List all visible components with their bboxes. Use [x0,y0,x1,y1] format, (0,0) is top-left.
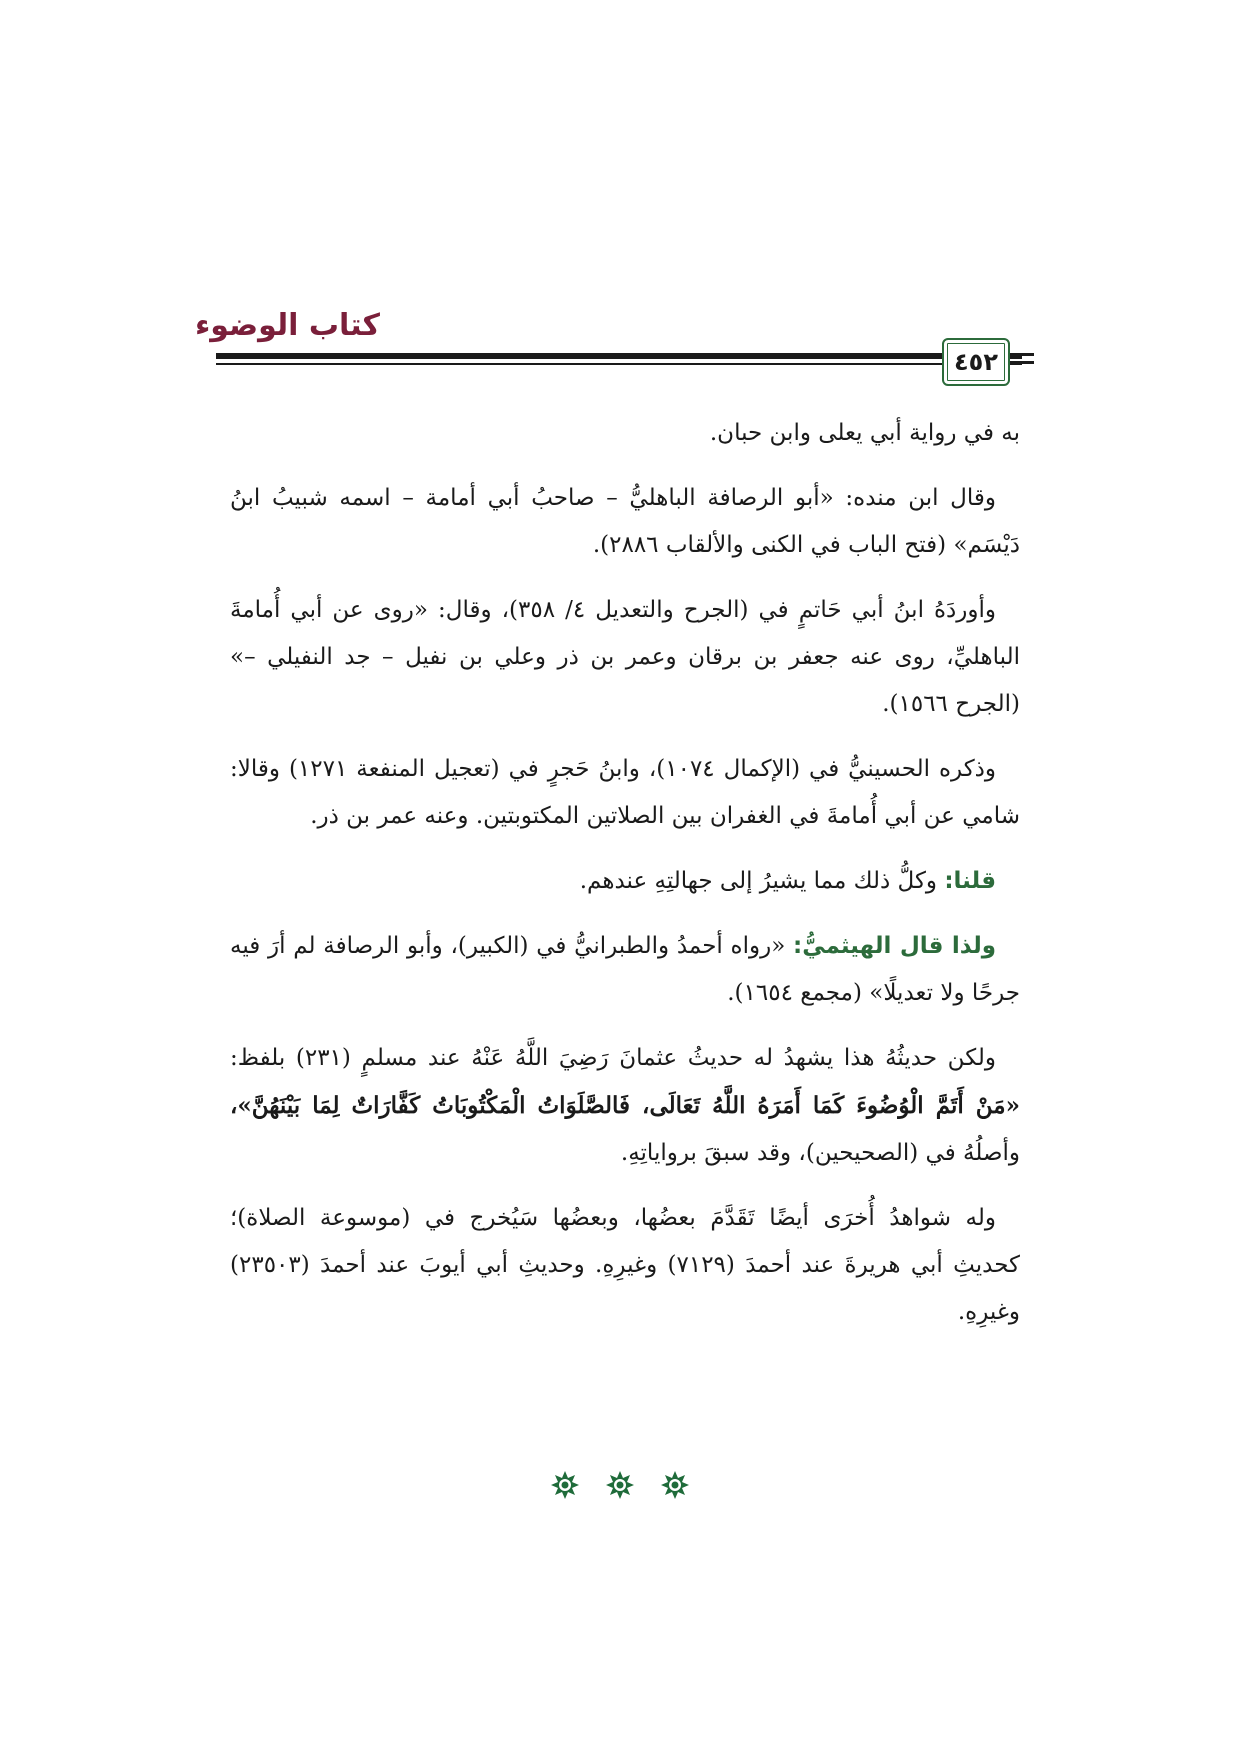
page-number-badge [942,338,1010,386]
paragraph-lead: قلنا: [944,868,996,894]
chapter-title: كتاب الوضوء [194,308,380,343]
page-number: ٤٥٢ [954,348,998,376]
paragraph-text: وكلُّ ذلك مما يشيرُ إلى جهالتِهِ عندهم. [579,868,945,894]
paragraph-8 [230,1195,1020,1336]
paragraph-5 [230,858,1020,905]
paragraph-text: وقال ابن منده: «أبو الرصافة الباهليُّ – صاحبُ أبي أمامة – اسمه شبيبُ ابنُ دَيْسَم» (فتح الباب في الكنى والألقاب ٢٨٨٦). [230,485,1020,558]
paragraph-text: «رواه أحمدُ والطبرانيُّ في (الكبير)، وأبو الرصافة لم أرَ فيه جرحًا ولا تعديلًا» (مجمع ١٦٥٤). [230,933,1020,1006]
paragraph-1 [230,410,1020,457]
header-rule-end-top [1010,353,1034,356]
paragraph-4 [230,746,1020,840]
hadith-quote: «مَنْ أَتَمَّ الْوُضُوءَ كَمَا أَمَرَهُ اللَّهُ تَعَالَى، فَالصَّلَوَاتُ الْمَكْتُوبَاتُ كَفَّارَاتٌ لِمَا بَيْنَهُنَّ»، [230,1092,1021,1119]
header-rule-thin [216,363,1022,365]
page-body [230,410,1020,1354]
rosette-ornament-icon [605,1470,635,1500]
paragraph-text: وذكره الحسينيُّ في (الإكمال ١٠٧٤)، وابنُ حَجرٍ في (تعجيل المنفعة ١٢٧١) وقالا: شامي عن أبي أُمامةَ في الغفران بين الصلاتين المكتوبتين. وعنه عمر بن ذر. [230,756,1020,829]
paragraph-text: وله شواهدُ أُخرَى أيضًا تَقَدَّمَ بعضُها، وبعضُها سَيُخرج في (موسوعة الصلاة)؛ كحديثِ أبي هريرةَ عند أحمدَ (٧١٢٩) وغيرِهِ. وحديثِ أبي أيوبَ عند أحمدَ (٢٣٥٠٣) وغيرِهِ. [230,1205,1020,1325]
paragraph-2 [230,475,1020,569]
paragraph-text: به في رواية أبي يعلى وابن حبان. [709,420,1020,446]
paragraph-6 [230,923,1020,1017]
paragraph-text: وأوردَهُ ابنُ أبي حَاتمٍ في (الجرح والتعديل ٤/ ٣٥٨)، وقال: «روى عن أبي أُمامةَ الباهليِّ، روى عنه جعفر بن برقان وعمر بن ذر وعلي بن نفيل – جد النفيلي –» (الجرح ١٥٦٦). [230,597,1020,717]
paragraph-lead: ولذا قال الهيثميُّ: [793,933,996,959]
header-rule-thick [216,353,1022,359]
rosette-ornament-icon [660,1470,690,1500]
paragraph-text: ولكن حديثُهُ هذا يشهدُ له حديثُ عثمانَ رَضِيَ اللَّهُ عَنْهُ عند مسلمٍ (٢٣١) بلفظ: [230,1045,997,1071]
paragraph-text: وأصلُهُ في (الصحيحين)، وقد سبقَ برواياتِهِ. [620,1140,1020,1166]
header-rule-end-bottom [1010,361,1034,364]
page-header [0,300,1240,390]
section-end-ornaments [0,1470,1240,1504]
paragraph-7 [230,1035,1020,1177]
rosette-ornament-icon [550,1470,580,1500]
paragraph-3 [230,587,1020,728]
